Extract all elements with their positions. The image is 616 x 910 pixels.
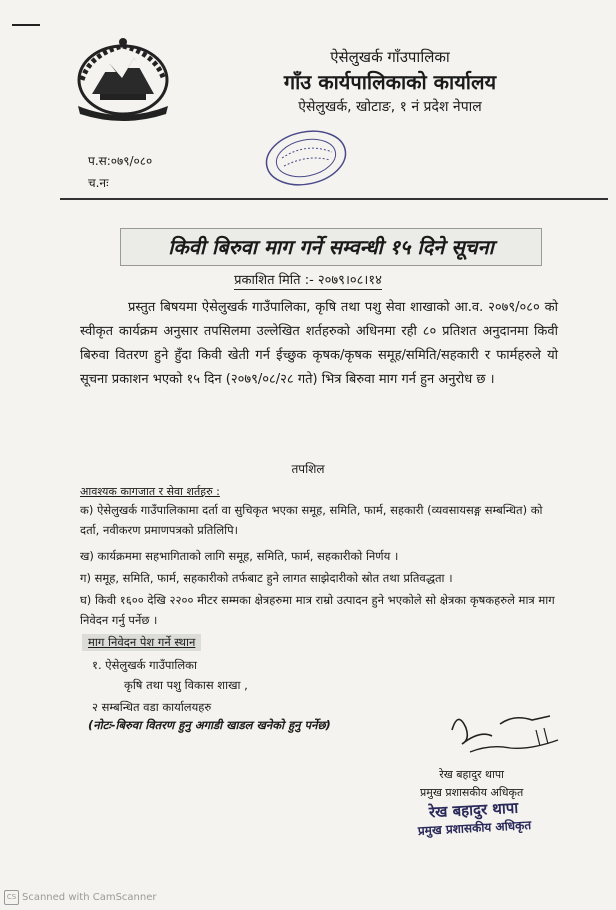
letterhead bbox=[200, 46, 580, 118]
notice-body: प्रस्तुत बिषयमा ऐसेलुखर्क गाउँपालिका, कृषि तथा पशु सेवा शाखाको आ.व. २०७९/०८० को स्वीकृत कार्यक्रम अनुसार तपसिलमा उल्लेखित शर्तहरुको अधिनमा रही ८० प्रतिशत अनुदानमा किवी बिरुवा वितरण हुने हुँदा किवी खेती गर्न ईच्छुक कृषक/कृषक समूह/समिति/सहकारी र फार्महरुले यो सूचना प्रकाशन भएको १५ दिन (२०७९/०८/२८ गते) भित्र बिरुवा माग गर्न हुन अनुरोध छ । bbox=[80, 300, 558, 387]
signatory-block bbox=[420, 766, 523, 802]
submission-heading: माग निवेदन पेश गर्ने स्थान bbox=[82, 634, 201, 651]
office-name: गाँउ कार्यपालिकाको कार्यालय bbox=[283, 70, 497, 94]
submission-location-1-branch: कृषि तथा पशु विकास शाखा , bbox=[124, 678, 248, 692]
corner-mark bbox=[12, 24, 40, 26]
signatory-title: प्रमुख प्रशासकीय अधिकृत bbox=[420, 786, 524, 799]
condition-item: ख) कार्यक्रममा सहभागिताको लागि समूह, समिति, फार्म, सहकारीको निर्णय । bbox=[80, 549, 399, 563]
dispatch-number: च.नः bbox=[88, 176, 109, 190]
condition-item: घ) किवी १६०० देखि २२०० मीटर सम्मका क्षेत्रहरुमा मात्र राम्रो उत्पादन हुने भएकोले सो क्षेत्रका कृषकहरुले मात्र माग निवेदन गर्नु पर्नेछ । bbox=[80, 593, 555, 627]
signatory-name: रेख बहादुर थापा bbox=[439, 768, 505, 781]
details-heading: तपशिल bbox=[291, 462, 325, 476]
condition-item: ग) समूह, समिति, फार्म, सहकारीको तर्फबाट हुने लागत साझेदारीको स्रोत तथा प्रतिवद्धता । bbox=[80, 571, 453, 585]
condition-item: क) ऐसेलुखर्क गाउँपालिकामा दर्ता वा सुचिकृत भएका समूह, समिति, फार्म, सहकारी (व्यवसायसङ्ग सम्बन्धित) को दर्ता, नवीकरण प्रमाणपत्रको प्रतिलिपि। bbox=[80, 503, 543, 537]
municipality-name: ऐसेलुखर्क गाँउपालिका bbox=[330, 48, 450, 66]
stamp-name: रेख बहादुर थापा bbox=[428, 798, 519, 822]
camscanner-logo-icon: CS bbox=[4, 890, 19, 905]
watermark-text: Scanned with CamScanner bbox=[22, 892, 157, 903]
published-date: प्रकाशित मिति :- २०७९।०८।१४ bbox=[234, 273, 382, 288]
handwritten-signature-icon bbox=[440, 700, 570, 760]
office-stamp-icon bbox=[262, 128, 350, 188]
scanner-watermark bbox=[4, 890, 157, 905]
header-divider bbox=[60, 198, 608, 200]
distribution-note: (नोटः-बिरुवा वितरण हुनु अगाडी खाडल खनेको हुनु पर्नेछ) bbox=[88, 718, 331, 732]
nepal-emblem-icon bbox=[70, 36, 176, 122]
office-address: ऐसेलुखर्क, खोटाङ, १ नं प्रदेश नेपाल bbox=[298, 99, 482, 115]
submission-location-2: २ सम्बन्धित वडा कार्यालयहरु bbox=[92, 700, 212, 714]
letter-number: प.स:०७९/०८० bbox=[88, 154, 153, 168]
signatory-stamp bbox=[413, 797, 535, 839]
conditions-heading: आवश्यक कागजात र सेवा शर्तहरु : bbox=[80, 485, 220, 498]
submission-location-1: १. ऐसेलुखर्क गाउँपालिका bbox=[92, 658, 197, 672]
stamp-title: प्रमुख प्रशासकीय अधिकृत bbox=[417, 818, 532, 838]
notice-title: किवी बिरुवा माग गर्ने सम्वन्धी १५ दिने सूचना bbox=[120, 228, 542, 266]
reference-numbers bbox=[88, 150, 152, 194]
